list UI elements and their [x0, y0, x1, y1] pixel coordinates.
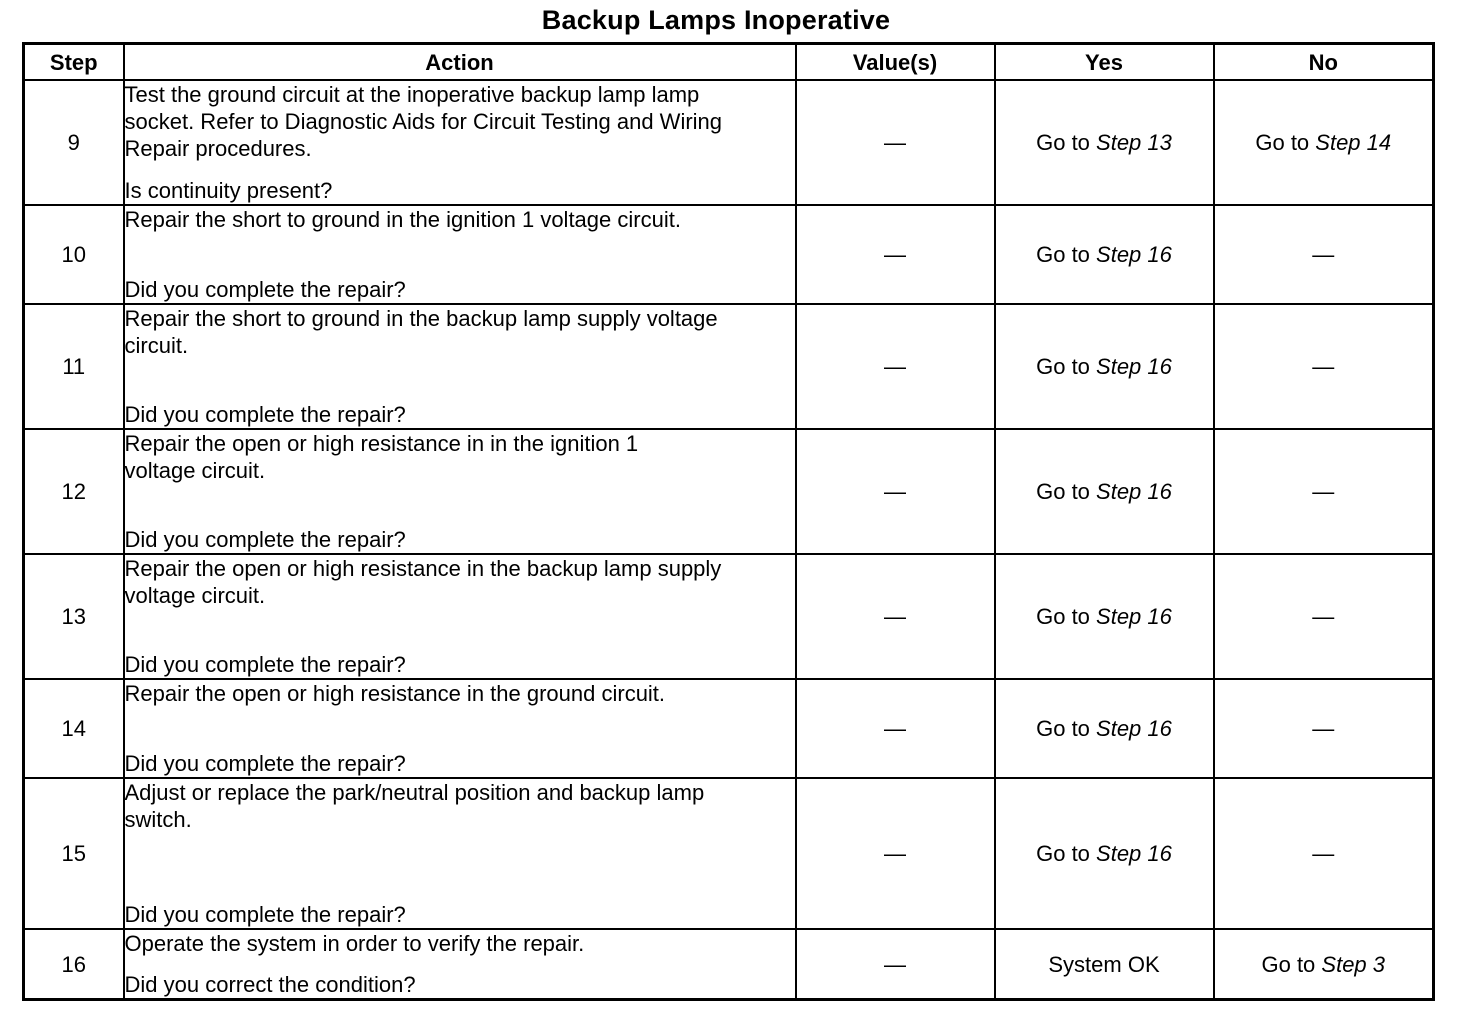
- no-prefix: Go to: [1261, 951, 1322, 977]
- value-dash: —: [884, 354, 906, 379]
- value-cell: [796, 778, 995, 929]
- no-dash: —: [1312, 354, 1335, 379]
- action-text: Repair the open or high resistance in the ground circuit.: [124, 681, 666, 706]
- page-title: Backup Lamps Inoperative: [541, 5, 891, 35]
- action-text: Repair the short to ground in the ignition 1 voltage circuit.: [124, 207, 681, 232]
- yes-step-link: Step 16: [1096, 354, 1172, 379]
- yes-cell: [995, 554, 1214, 679]
- action-cell: [124, 554, 796, 679]
- action-text: Operate the system in order to verify the repair.: [124, 931, 585, 956]
- action-question: Did you complete the repair?: [124, 402, 406, 427]
- yes-step-link: Step 13: [1096, 130, 1172, 155]
- yes-cell: [995, 778, 1214, 929]
- no-cell: [1214, 778, 1434, 929]
- no-step-link: Step 3: [1321, 951, 1386, 977]
- value-dash: —: [884, 951, 906, 977]
- table-row-step-16: [24, 929, 1434, 1000]
- no-dash: —: [1312, 479, 1335, 504]
- yes-step-link: Step 16: [1096, 242, 1172, 267]
- action-cell: [124, 778, 796, 929]
- header-no: No: [1214, 44, 1434, 81]
- header-step: Step: [24, 44, 124, 81]
- no-dash: —: [1312, 716, 1335, 741]
- action-text: Repair the open or high resistance in the backup lamp supply voltage circuit.: [124, 556, 722, 608]
- table-row-step-14: [24, 679, 1434, 778]
- yes-step-link: Step 16: [1096, 604, 1172, 629]
- action-question: Did you complete the repair?: [124, 277, 406, 302]
- step-number: 11: [24, 304, 124, 429]
- action-question: Did you correct the condition?: [124, 972, 416, 997]
- step-number: 12: [24, 429, 124, 554]
- no-cell: [1214, 679, 1434, 778]
- yes-cell: [995, 679, 1214, 778]
- table-row-step-11: [24, 304, 1434, 429]
- yes-prefix: Go to: [1036, 354, 1097, 379]
- no-cell: [1214, 304, 1434, 429]
- action-text: Adjust or replace the park/neutral position and backup lamp switch.: [124, 780, 705, 832]
- no-step-link: Step 14: [1315, 130, 1392, 155]
- table-row-step-9: [24, 80, 1434, 205]
- yes-prefix: Go to: [1036, 130, 1097, 155]
- table-row-step-12: [24, 429, 1434, 554]
- value-cell: [796, 205, 995, 304]
- action-cell: [124, 304, 796, 429]
- action-question: Did you complete the repair?: [124, 902, 406, 927]
- action-question: Is continuity present?: [124, 178, 333, 203]
- no-cell: [1214, 429, 1434, 554]
- action-cell: [124, 80, 796, 205]
- value-cell: [796, 679, 995, 778]
- value-dash: —: [884, 841, 906, 866]
- step-number: 15: [24, 778, 124, 929]
- header-action: Action: [124, 44, 796, 81]
- value-dash: —: [884, 604, 906, 629]
- yes-cell: [995, 929, 1214, 1000]
- yes-cell: [995, 205, 1214, 304]
- value-cell: [796, 80, 995, 205]
- action-question: Did you complete the repair?: [124, 652, 406, 677]
- action-question: Did you complete the repair?: [124, 527, 406, 552]
- step-number: 9: [24, 80, 124, 205]
- action-cell: [124, 205, 796, 304]
- yes-step-link: Step 16: [1096, 841, 1172, 866]
- yes-prefix: Go to: [1036, 841, 1097, 866]
- value-dash: —: [884, 130, 906, 155]
- value-dash: —: [884, 242, 906, 267]
- action-text: Test the ground circuit at the inoperative backup lamp lamp socket. Refer to Diagnostic Aids for Circuit Testing and Wiring Repair procedures.: [124, 82, 723, 161]
- no-dash: —: [1312, 242, 1335, 267]
- yes-prefix: Go to: [1036, 479, 1097, 504]
- table-row-step-15: [24, 778, 1434, 929]
- value-cell: [796, 929, 995, 1000]
- step-number: 10: [24, 205, 124, 304]
- step-number: 14: [24, 679, 124, 778]
- action-cell: [124, 429, 796, 554]
- action-cell: [124, 679, 796, 778]
- action-question: Did you complete the repair?: [124, 751, 406, 776]
- no-dash: —: [1312, 841, 1335, 866]
- action-text: Repair the short to ground in the backup lamp supply voltage circuit.: [124, 306, 718, 358]
- yes-prefix: Go to: [1036, 604, 1097, 629]
- yes-cell: [995, 429, 1214, 554]
- header-values: Value(s): [796, 44, 995, 81]
- no-cell: [1214, 554, 1434, 679]
- no-prefix: Go to: [1255, 130, 1316, 155]
- value-cell: [796, 304, 995, 429]
- step-number: 13: [24, 554, 124, 679]
- no-cell: [1214, 929, 1434, 1000]
- value-dash: —: [884, 479, 906, 504]
- header-row: [24, 44, 1434, 81]
- table-row-step-10: [24, 205, 1434, 304]
- step-number: 16: [24, 929, 124, 1000]
- no-cell: [1214, 80, 1434, 205]
- yes-prefix: Go to: [1036, 716, 1097, 741]
- action-text: Repair the open or high resistance in in the ignition 1 voltage circuit.: [124, 431, 639, 483]
- no-dash: —: [1312, 604, 1335, 629]
- yes-step-link: Step 16: [1096, 479, 1172, 504]
- yes-cell: [995, 80, 1214, 205]
- table-row-step-13: [24, 554, 1434, 679]
- no-cell: [1214, 205, 1434, 304]
- action-cell: [124, 929, 796, 1000]
- header-yes: Yes: [995, 44, 1214, 81]
- yes-step-link: Step 16: [1096, 716, 1172, 741]
- diagnostic-table: [22, 42, 1435, 1001]
- value-dash: —: [884, 716, 906, 741]
- value-cell: [796, 429, 995, 554]
- yes-cell: [995, 304, 1214, 429]
- yes-system-ok: System OK: [1048, 951, 1160, 977]
- yes-prefix: Go to: [1036, 242, 1097, 267]
- value-cell: [796, 554, 995, 679]
